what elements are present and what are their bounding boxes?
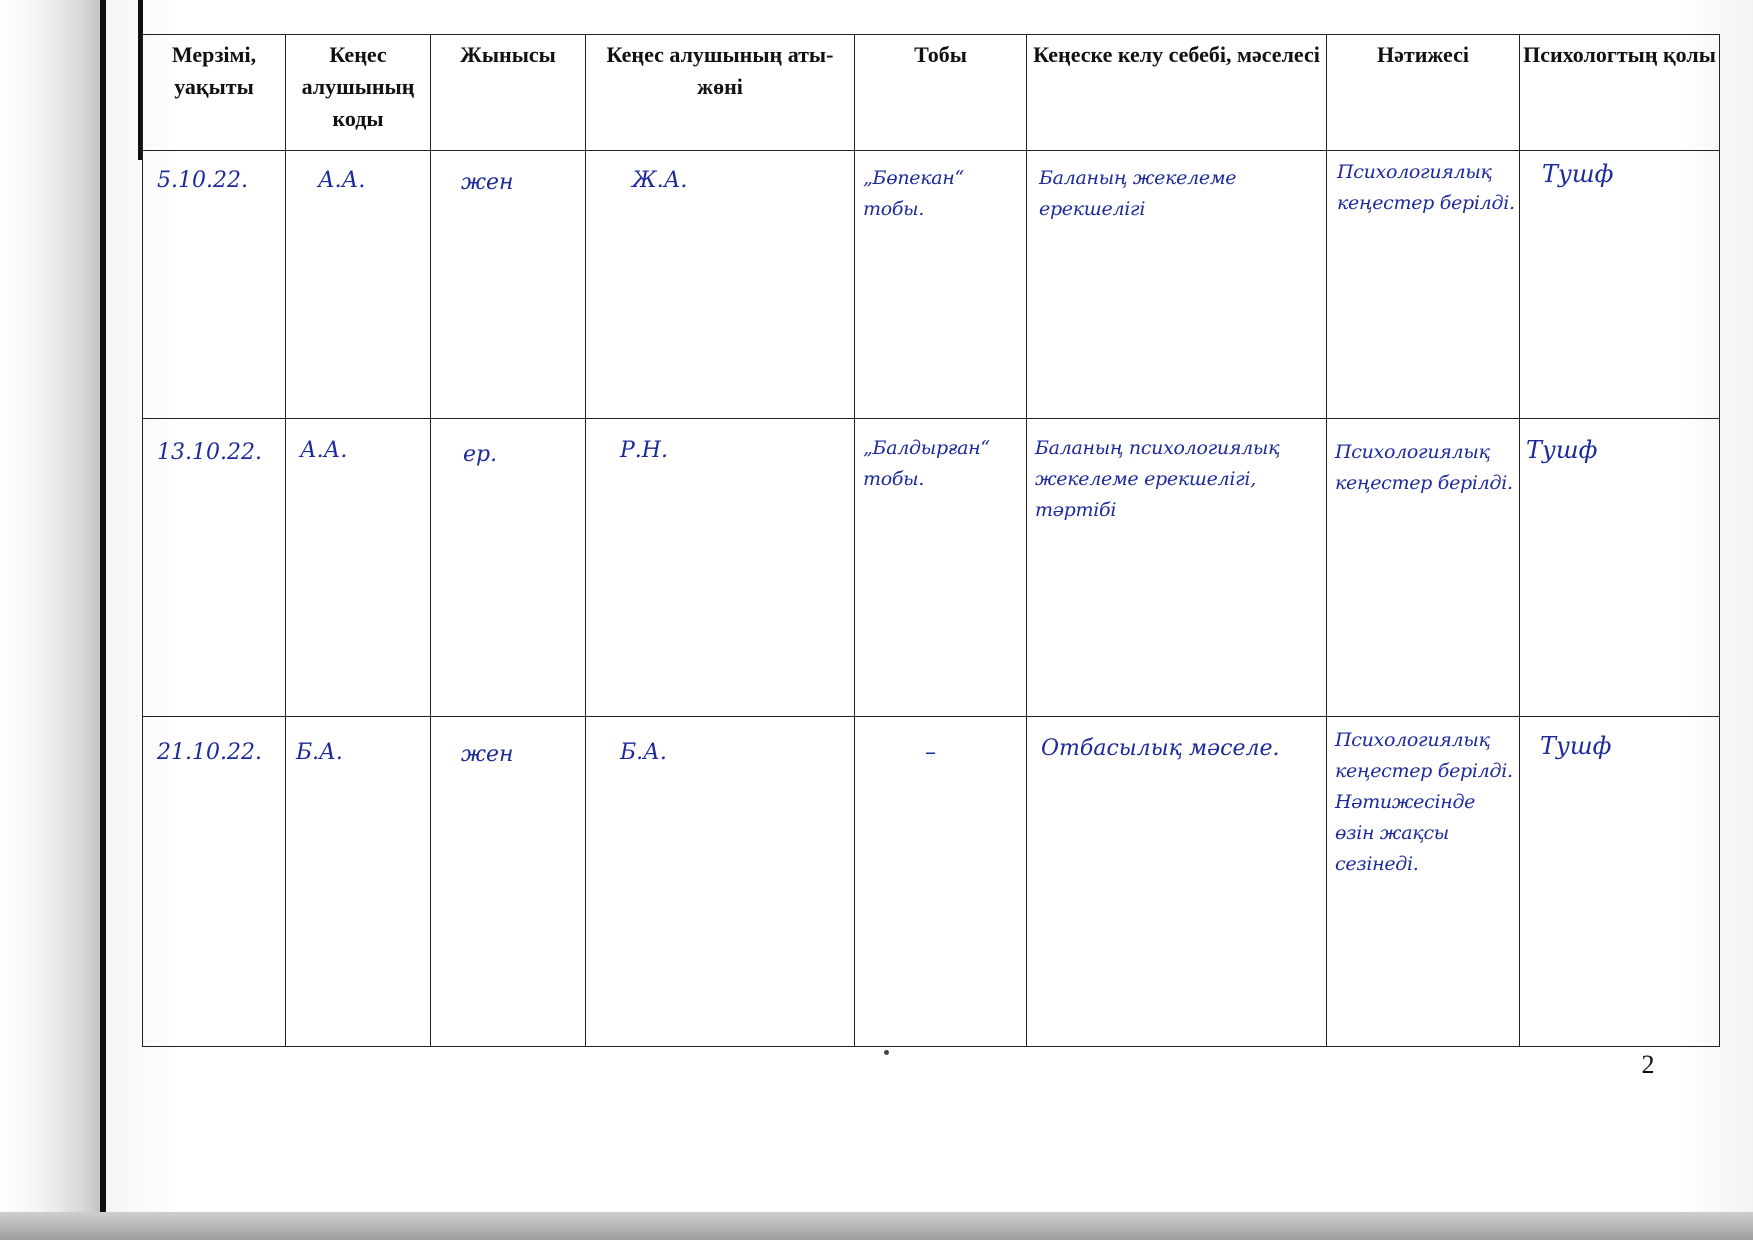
- scan-bottom-shadow: [0, 1212, 1753, 1240]
- header-result: Нәтижесі: [1327, 35, 1520, 151]
- cell-name: Р.Н.: [586, 419, 855, 716]
- cell-gender: жен: [431, 716, 586, 1046]
- cell-group: –: [855, 716, 1027, 1046]
- header-group: Тобы: [855, 35, 1027, 151]
- cell-date: 5.10.22.: [143, 151, 286, 419]
- cell-date: 13.10.22.: [143, 419, 286, 716]
- header-client-name: Кеңес алушының аты-жөні: [586, 35, 855, 151]
- cell-reason: Баланың психологиялық жекелеме ерекшелігі, тәртібі: [1027, 419, 1327, 716]
- cell-signature: Тушф: [1520, 419, 1720, 716]
- header-gender: Жынысы: [431, 35, 586, 151]
- cell-result: Психологиялық кеңестер берілді.: [1327, 419, 1520, 716]
- cell-name: Ж.А.: [586, 151, 855, 419]
- binding-line: [100, 0, 106, 1215]
- table-row: [143, 716, 1720, 1046]
- cell-group: „Бөпекан“ тобы.: [855, 151, 1027, 419]
- header-client-code: Кеңес алушының коды: [286, 35, 431, 151]
- header-row: [143, 35, 1720, 151]
- cell-result: Психологиялық кеңестер берілді. Нәтижесінде өзін жақсы сезінеді.: [1327, 716, 1520, 1046]
- consultation-journal-table: [142, 34, 1720, 1047]
- cell-reason: Отбасылық мәселе.: [1027, 716, 1327, 1046]
- header-reason: Кеңеске келу себебі, мәселесі: [1027, 35, 1327, 151]
- cell-signature: Тушф: [1520, 716, 1720, 1046]
- cell-code: А.А.: [286, 151, 431, 419]
- table-row: [143, 151, 1720, 419]
- cell-reason: Баланың жекелеме ерекшелігі: [1027, 151, 1327, 419]
- header-date: Мерзімі, уақыты: [143, 35, 286, 151]
- cell-code: А.А.: [286, 419, 431, 716]
- cell-signature: Тушф: [1520, 151, 1720, 419]
- cell-gender: жен: [431, 151, 586, 419]
- header-signature: Психологтың қолы: [1520, 35, 1720, 151]
- cell-gender: ер.: [431, 419, 586, 716]
- scan-speck: [884, 1050, 889, 1055]
- cell-date: 21.10.22.: [143, 716, 286, 1046]
- page-shadow-edge: [0, 0, 102, 1215]
- cell-code: Б.А.: [286, 716, 431, 1046]
- cell-name: Б.А.: [586, 716, 855, 1046]
- page-number: 2: [1641, 1050, 1655, 1079]
- table-row: [143, 419, 1720, 716]
- cell-result: Психологиялық кеңестер берілді.: [1327, 151, 1520, 419]
- cell-group: „Балдырған“ тобы.: [855, 419, 1027, 716]
